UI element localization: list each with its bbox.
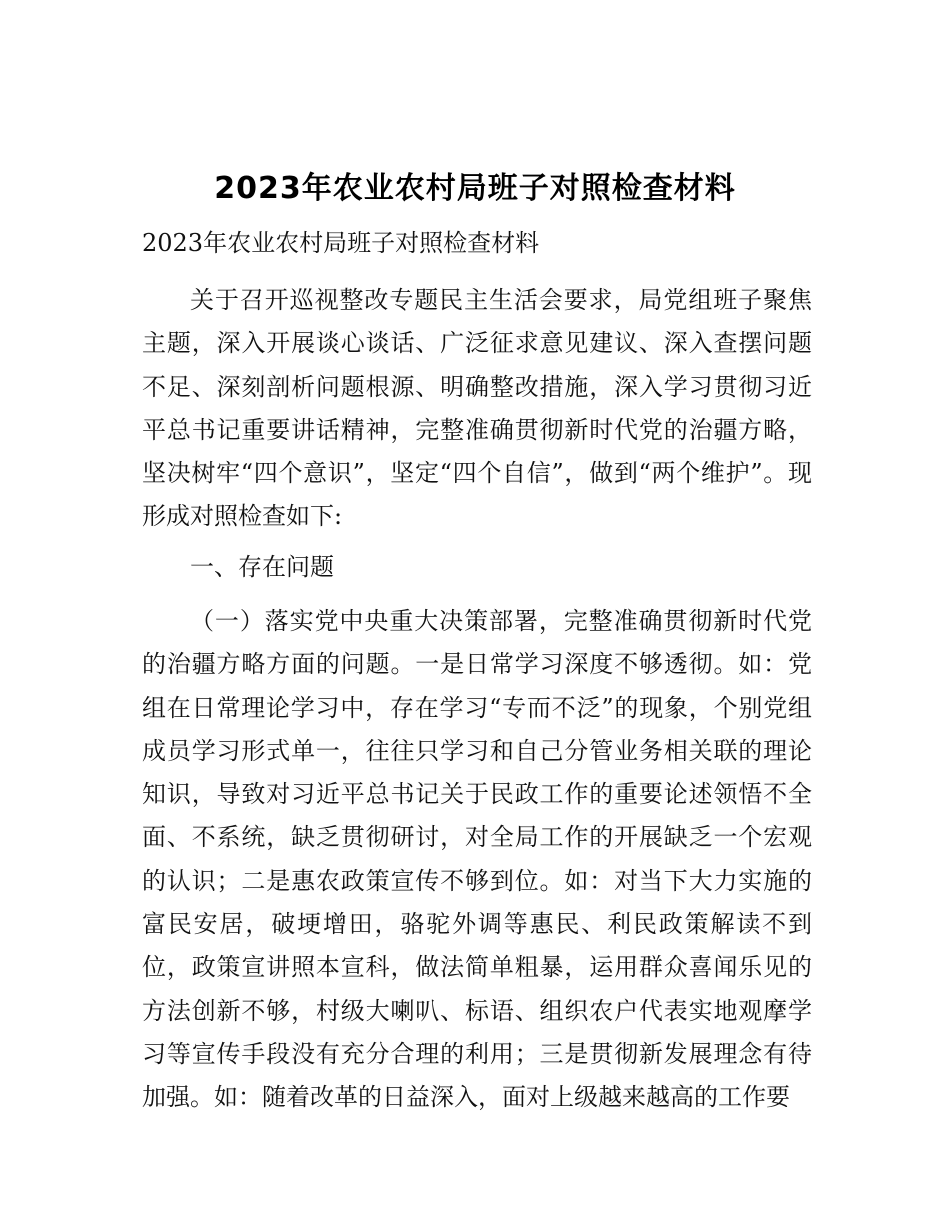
document-title: 2023年农业农村局班子对照检查材料: [214, 171, 736, 206]
document-subtitle: 2023年农业农村局班子对照检查材料: [142, 229, 540, 257]
section-paragraph: （一）落实党中央重大决策部署，完整准确贯彻新时代党的治疆方略方面的问题。一是日常学习深度不够透彻。如：党组在日常理论学习中，存在学习“专而不泛”的现象，个别党组成员学习形式单一，往往只学习和自己分管业务相关联的理论知识，导致对习近平总书记关于民政工作的重要论述领悟不全面、不系统，缺乏贯彻研讨，对全局工作的开展缺乏一个宏观的认识；二是惠农政策宣传不够到位。如：对当下大力实施的富民安居，破埂增田，骆驼外调等惠民、利民政策解读不到位，政策宣讲照本宣科，做法简单粗暴，运用群众喜闻乐见的方法创新不够，村级大喇叭、标语、组织农户代表实地观摩学习等宣传手段没有充分合理的利用；三是贯彻新发展理念有待加强。如：随着改革的日益深入，面对上级越来越高的工作要: [142, 607, 812, 1112]
intro-paragraph: 关于召开巡视整改专题民主生活会要求，局党组班子聚焦主题，深入开展谈心谈话、广泛征求意见建议、深入查摆问题不足、深刻剖析问题根源、明确整改措施，深入学习贯彻习近平总书记重要讲话精神，完整准确贯彻新时代党的治疆方略，坚决树牢“四个意识”，坚定“四个自信”，做到“两个维护”。现形成对照检查如下:: [142, 286, 812, 531]
section-heading: 一、存在问题: [190, 553, 334, 581]
